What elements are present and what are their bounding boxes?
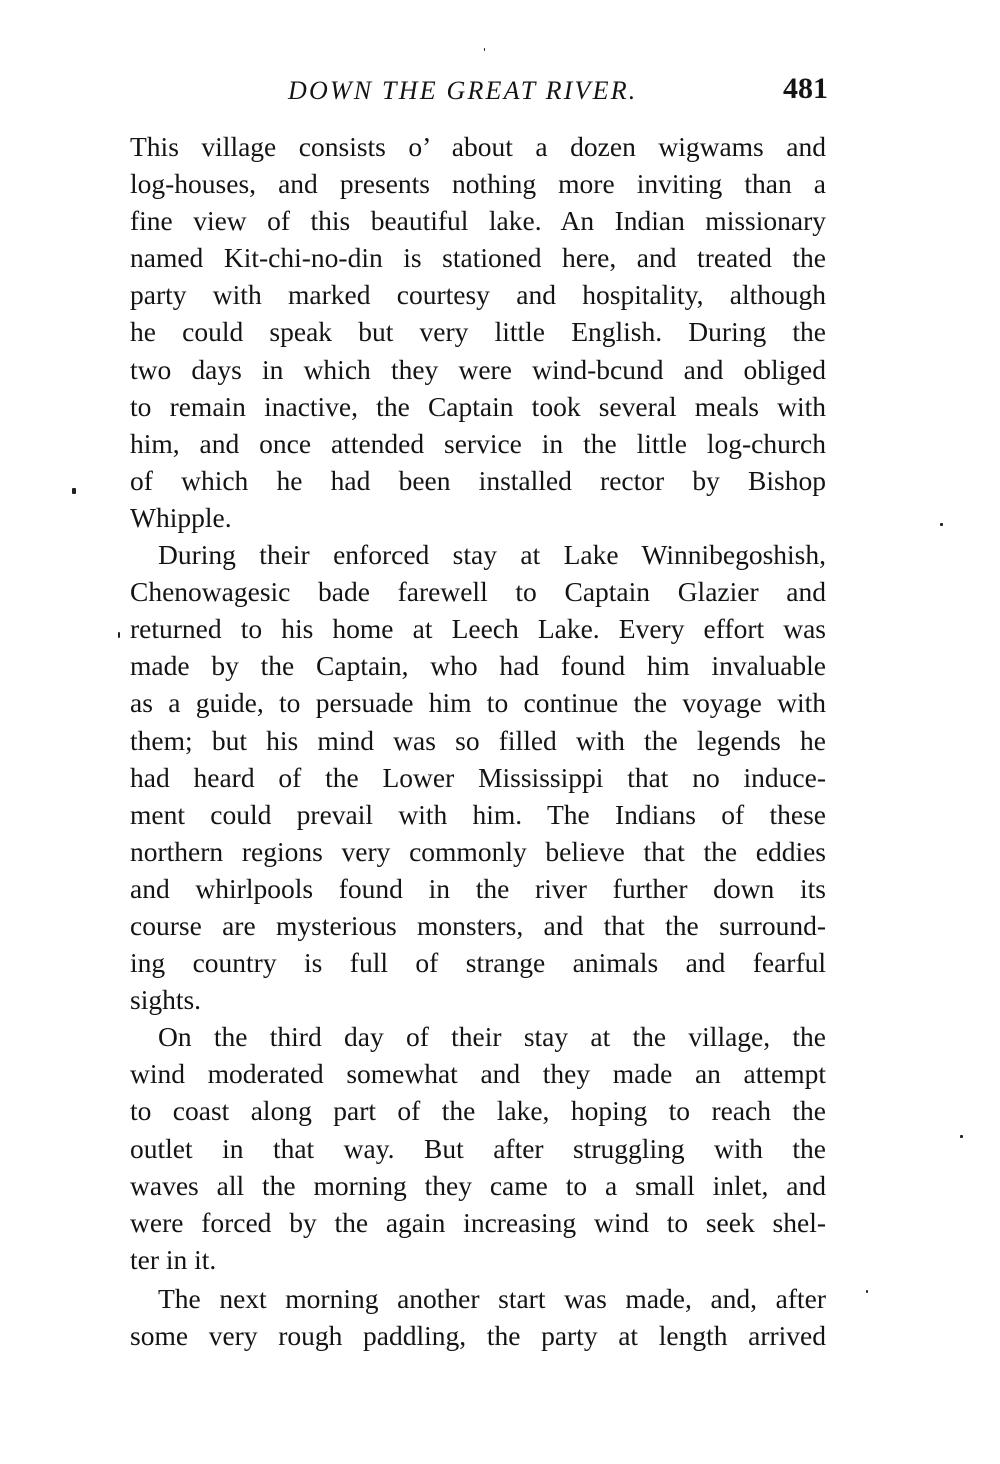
ink-speck — [72, 488, 76, 494]
text-line: them; but his mind was so filled with the legends he — [130, 724, 826, 756]
text-line: him, and once attended service in the little log-church — [130, 427, 826, 459]
text-line: to remain inactive, the Captain took several meals with — [130, 390, 826, 422]
paragraph — [130, 536, 826, 1018]
text-line: party with marked courtesy and hospitality, although — [130, 279, 826, 311]
text-line: On the third day of their stay at the village, the — [158, 1021, 826, 1053]
text-line: made by the Captain, who had found him invaluable — [130, 650, 826, 682]
text-line: returned to his home at Leech Lake. Every effort was — [130, 613, 826, 645]
text-line: course are mysterious monsters, and that the surround- — [130, 909, 826, 941]
ink-speck — [118, 632, 120, 638]
text-line: During their enforced stay at Lake Winnibegoshish, — [158, 539, 826, 571]
text-line: had heard of the Lower Mississippi that no induce- — [130, 761, 826, 793]
text-line: wind moderated somewhat and they made an attempt — [130, 1058, 826, 1090]
text-line: ment could prevail with him. The Indians of these — [130, 798, 826, 830]
running-title: DOWN THE GREAT RIVER. — [288, 76, 638, 105]
text-line: The next morning another start was made, and, after — [158, 1282, 826, 1314]
text-line: to coast along part of the lake, hoping to reach the — [130, 1095, 826, 1127]
text-line: This village consists o’ about a dozen wigwams and — [130, 131, 826, 162]
text-line: he could speak but very little English. During the — [130, 316, 826, 348]
text-line: were forced by the again increasing wind to seek shel- — [130, 1206, 826, 1238]
paragraph — [130, 1280, 826, 1354]
text-line: some very rough paddling, the party at length arrived — [130, 1320, 826, 1351]
paragraph — [130, 1018, 826, 1278]
text-line: sights. — [130, 984, 202, 1016]
text-line: of which he had been installed rector by Bishop — [130, 464, 826, 496]
text-line: named Kit-chi-no-din is stationed here, and treated the — [130, 242, 826, 274]
ink-speck — [484, 48, 485, 51]
text-line: fine view of this beautiful lake. An Indian missionary — [130, 205, 826, 237]
text-line: ing country is full of strange animals and fearful — [130, 947, 826, 979]
page-number: 481 — [783, 72, 828, 105]
ink-speck — [960, 1135, 963, 1138]
text-line: ter in it. — [130, 1243, 217, 1275]
paragraph — [130, 128, 826, 536]
text-line: as a guide, to persuade him to continue the voyage with — [130, 687, 826, 719]
text-line: Whipple. — [130, 501, 232, 533]
text-line: northern regions very commonly believe that the eddies — [130, 835, 826, 867]
running-head — [128, 72, 828, 108]
ink-speck — [940, 523, 943, 526]
text-line: log-houses, and presents nothing more inviting than a — [130, 168, 826, 200]
text-line: Chenowagesic bade farewell to Captain Glazier and — [130, 576, 826, 608]
text-line: two days in which they were wind-bcund and obliged — [130, 353, 826, 385]
body-text — [130, 128, 826, 1354]
text-line: and whirlpools found in the river further down its — [130, 872, 826, 904]
ink-speck — [866, 1290, 868, 1293]
text-line: outlet in that way. But after struggling with the — [130, 1132, 826, 1164]
text-line: waves all the morning they came to a small inlet, and — [130, 1169, 826, 1201]
